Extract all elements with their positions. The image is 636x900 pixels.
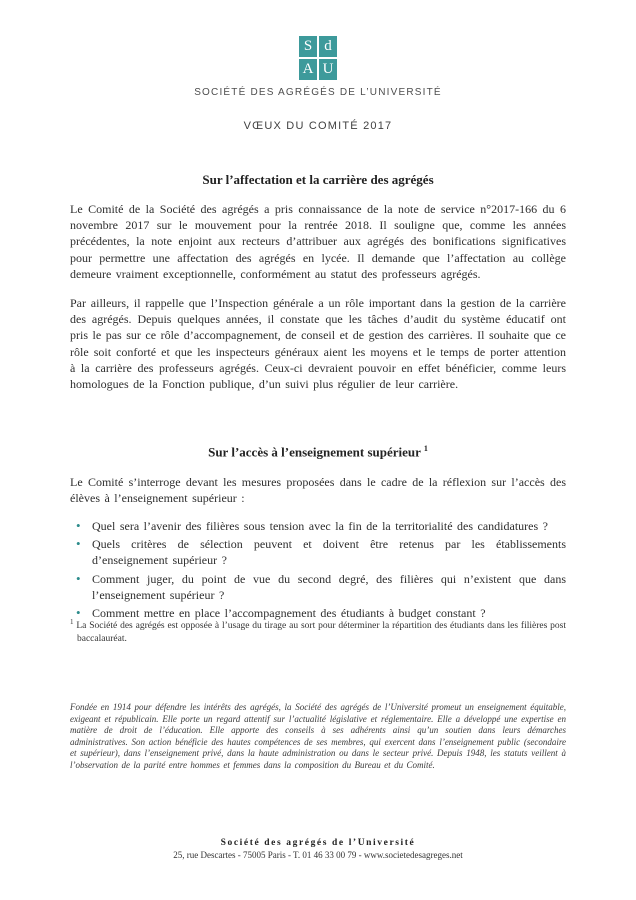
section-affectation	[70, 172, 566, 392]
list-item	[70, 571, 566, 603]
list-item-text: Quels critères de sélection peuvent et doivent être retenus par les établissements d’enseignement supérieur ?	[92, 537, 566, 568]
list-item	[70, 518, 566, 534]
list-item-text: Comment mettre en place l’accompagnement des étudiants à budget constant ?	[92, 605, 486, 620]
footnote-reference: 1	[423, 444, 428, 454]
footer-address: 25, rue Descartes - 75005 Paris - T. 01 46 33 00 79 - www.societedesagreges.net	[173, 850, 463, 860]
logo-letter-d: d	[319, 36, 337, 57]
section-enseignement-superieur	[70, 444, 566, 621]
list-item	[70, 536, 566, 568]
organization-name: SOCIÉTÉ DES AGRÉGÉS DE L’UNIVERSITÉ	[194, 87, 442, 98]
section-heading-enseignement-superieur	[70, 444, 566, 460]
logo-letter-s: S	[299, 36, 317, 57]
paragraph: Par ailleurs, il rappelle que l’Inspection générale a un rôle important dans la gestion de la carrière des agrégés. Depuis quelques années, il constate que les tâches d’audit du système éducatif ont pris le pas sur ce rôle d’accompagnement, de conseil et de gestion des carrières. Il souhaite que ce rôle soit conforté et que les inspecteurs généraux aient les moyens et le temps de porter attention à la carrière des professeurs agrégés. Ceux-ci devraient pouvoir en effet bénéficier, comme leurs homologues de la Fonction publique, d’un suivi plus régulier de leur carrière.	[70, 296, 566, 392]
section-heading-affectation: Sur l’affectation et la carrière des agrégés	[202, 172, 434, 187]
sdau-logo	[299, 36, 337, 80]
bullet-icon: •	[76, 570, 81, 586]
footer-organization-name: Société des agrégés de l’Université	[220, 838, 416, 848]
footnote-text: La Société des agrégés est opposée à l’usage du tirage au sort pour déterminer la répartition des étudiants dans les filières post baccalauréat.	[73, 621, 566, 644]
footnote-marker: 1	[70, 618, 74, 626]
bullet-icon: •	[76, 517, 81, 533]
footnote	[70, 616, 566, 645]
bullet-icon: •	[76, 604, 81, 620]
paragraph: Le Comité de la Société des agrégés a pris connaissance de la note de service n°2017-166 du 6 novembre 2017 sur le mouvement pour la rentrée 2018. Il souligne que, comme les années précédentes, la note enjoint aux recteurs d’attribuer aux agrégés des bonifications significatives pour permettre une affectation des agrégés en lycée. Il demande que l’affectation au collège demeure vraiment exceptionnelle, conformément au statut des professeurs agrégés.	[70, 202, 566, 281]
bullet-icon: •	[76, 536, 81, 552]
page-footer	[0, 838, 636, 860]
document-header	[70, 36, 566, 132]
about-society-paragraph: Fondée en 1914 pour défendre les intérêts des agrégés, la Société des agrégés de l’Université promeut un enseignement équitable, exigeant et républicain. Elle porte un regard attentif sur l’actualité législative et réglementaire. Elle a développé une expertise en matière de droit de l’éducation. Elle apporte des conseils à ses adhérents ainsi qu’un soutien dans leurs démarches administratives. Son action bénéficie des hautes compétences de ses membres, qui exercent dans l’enseignement public (secondaire et supérieur), dans l’enseignement privé, dans la haute administration ou dans le secteur privé. Depuis 1948, les statuts veillent à l’observation de la parité entre hommes et femmes dans la composition du Bureau et du Comité.	[70, 702, 566, 770]
question-list	[70, 518, 566, 621]
logo-letter-a: A	[299, 59, 317, 80]
section-intro: Le Comité s’interroge devant les mesures proposées dans le cadre de la réflexion sur l’accès des élèves à l’enseignement supérieur :	[70, 474, 566, 505]
section-heading-text: Sur l’accès à l’enseignement supérieur	[208, 444, 421, 460]
logo-letter-u: U	[319, 59, 337, 80]
list-item-text: Comment juger, du point de vue du second degré, des filières qui n’existent que dans l’enseignement supérieur ?	[92, 571, 566, 602]
document-title: VŒUX DU COMITÉ 2017	[243, 120, 393, 132]
list-item-text: Quel sera l’avenir des filières sous tension avec la fin de la territorialité des candidatures ?	[92, 518, 548, 533]
